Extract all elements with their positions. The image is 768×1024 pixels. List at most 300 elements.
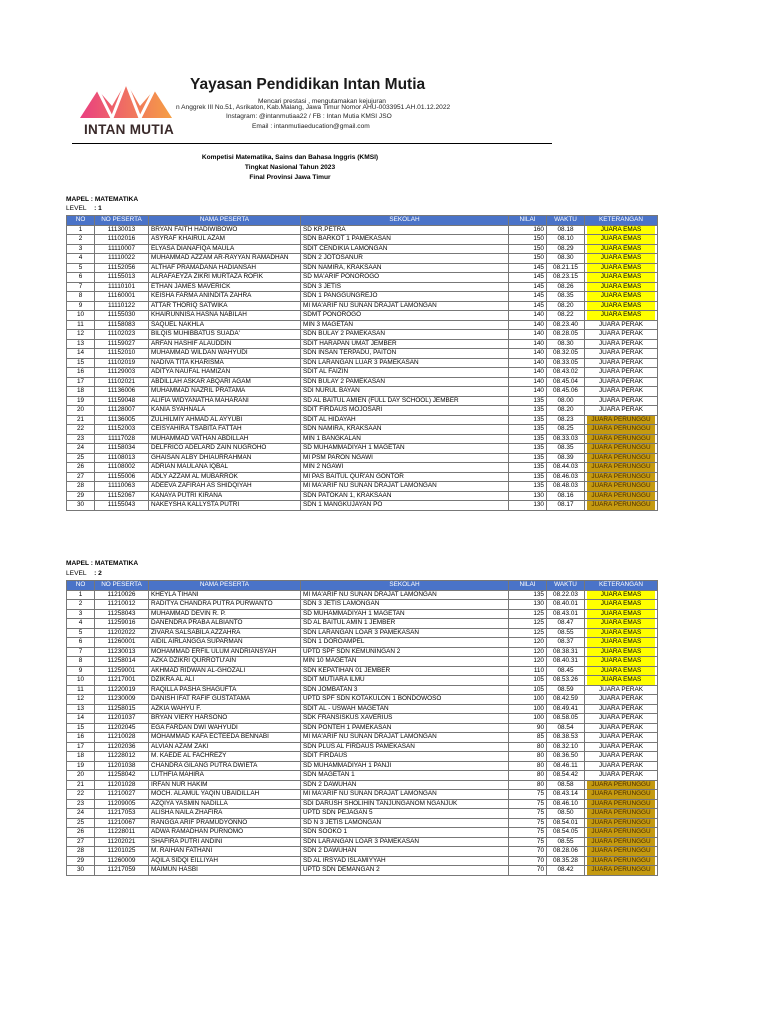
cell-waktu: 08.36.50 (547, 752, 585, 762)
cell-nilai: 150 (509, 244, 547, 254)
award-badge: JUARA EMAS (587, 638, 655, 647)
cell-nilai: 140 (509, 349, 547, 359)
cell-keterangan (585, 282, 658, 292)
cell-nama-peserta: MUHAMMAD VATHAN ABDILLAH (149, 434, 301, 444)
table-row (67, 434, 658, 444)
cell-nilai: 135 (509, 406, 547, 416)
cell-sekolah: SDN LARANGAN LOAR 3 PAMEKASAN (301, 628, 509, 638)
org-social: Instagram: @intanmutiaa22 / FB : Intan Mutia KMSI JSO (226, 113, 392, 120)
cell-no: 16 (67, 733, 95, 743)
cell-nama-peserta: ADITYA NAUFAL HAMIZAN (149, 368, 301, 378)
organization-name: Yayasan Pendidikan Intan Mutia (190, 76, 426, 93)
cell-no: 2 (67, 600, 95, 610)
cell-no: 20 (67, 406, 95, 416)
cell-sekolah: SDN LARANGAN LOAR 3 PAMEKASAN (301, 837, 509, 847)
cell-waktu: 08.47 (547, 619, 585, 629)
cell-no: 17 (67, 377, 95, 387)
cell-nilai: 145 (509, 273, 547, 283)
cell-nilai: 70 (509, 866, 547, 876)
cell-waktu: 08.35 (547, 292, 585, 302)
cell-keterangan (585, 301, 658, 311)
cell-sekolah: SDN 2 JOTOSANUR (301, 254, 509, 264)
cell-nama-peserta: MOHAMMAD ERFIL ULUM ANDRIANSYAH (149, 647, 301, 657)
cell-no-peserta: 11210026 (95, 590, 149, 600)
cell-waktu: 08.20 (547, 406, 585, 416)
cell-no-peserta: 11202021 (95, 837, 149, 847)
cell-no: 21 (67, 780, 95, 790)
cell-nama-peserta: ADRIAN MAULANA IQBAL (149, 463, 301, 473)
cell-nilai: 140 (509, 358, 547, 368)
table-row (67, 349, 658, 359)
cell-nama-peserta: NAKEYSHA KALLYSTA PUTRI (149, 501, 301, 511)
cell-no-peserta: 11202045 (95, 723, 149, 733)
cell-keterangan (585, 790, 658, 800)
cell-nilai: 80 (509, 780, 547, 790)
cell-no: 14 (67, 349, 95, 359)
cell-no-peserta: 11128007 (95, 406, 149, 416)
table-row (67, 828, 658, 838)
cell-nama-peserta: LUTHFIA MAHIRA (149, 771, 301, 781)
cell-keterangan (585, 638, 658, 648)
cell-no-peserta: 11159048 (95, 396, 149, 406)
cell-no-peserta: 11117028 (95, 434, 149, 444)
cell-waktu: 08.55 (547, 837, 585, 847)
cell-no-peserta: 11260001 (95, 638, 149, 648)
cell-nilai: 120 (509, 657, 547, 667)
cell-no: 19 (67, 761, 95, 771)
cell-sekolah: MI PSM PARON NGAWI (301, 453, 509, 463)
award-badge: JUARA PERUNGGU (587, 838, 655, 847)
level-value: : 2 (94, 570, 102, 577)
cell-sekolah: MI MA'ARIF NU SUNAN DRAJAT LAMONGAN (301, 590, 509, 600)
cell-nama-peserta: DANENDRA PRABA ALBIANTO (149, 619, 301, 629)
cell-nama-peserta: M. RAIHAN FATHANI (149, 847, 301, 857)
cell-nama-peserta: RADITYA CHANDRA PUTRA PURWANTO (149, 600, 301, 610)
logo-wordmark: INTAN MUTIA (83, 122, 175, 137)
cell-sekolah: SD AL IRSYAD ISLAMIYYAH (301, 856, 509, 866)
table-row (67, 472, 658, 482)
cell-keterangan (585, 609, 658, 619)
cell-nama-peserta: MUHAMMAD AZZAM AR-RAYYAN RAMADHAN (149, 254, 301, 264)
cell-keterangan (585, 761, 658, 771)
cell-no: 11 (67, 685, 95, 695)
cell-keterangan (585, 685, 658, 695)
award-badge: JUARA PERAK (598, 723, 644, 731)
cell-waktu: 08.25 (547, 425, 585, 435)
award-badge: JUARA PERAK (598, 330, 644, 337)
cell-sekolah: SDN INSAN TERPADU, PAITON (301, 349, 509, 359)
award-badge: JUARA EMAS (587, 235, 655, 244)
table-row (67, 282, 658, 292)
award-badge: JUARA PERAK (598, 742, 644, 750)
cell-nilai: 80 (509, 771, 547, 781)
cell-waktu: 08.00 (547, 396, 585, 406)
cell-sekolah: SDIT FIRDAUS MOJOSARI (301, 406, 509, 416)
cell-no: 27 (67, 472, 95, 482)
table-row (67, 733, 658, 743)
cell-no: 13 (67, 704, 95, 714)
cell-no-peserta: 11217001 (95, 676, 149, 686)
cell-no: 10 (67, 311, 95, 321)
cell-waktu: 08.45.06 (547, 387, 585, 397)
cell-no: 28 (67, 482, 95, 492)
table-row (67, 501, 658, 511)
cell-sekolah: SDI DARUSH SHOLIHIN TANJUNGANOM NGANJUK (301, 799, 509, 809)
table-row (67, 358, 658, 368)
cell-no-peserta: 11155043 (95, 501, 149, 511)
cell-sekolah: SDN PLUS AL FIRDAUS PAMEKASAN (301, 742, 509, 752)
competition-level: Tingkat Nasional Tahun 2023 (244, 164, 336, 171)
cell-nilai: 75 (509, 828, 547, 838)
cell-no-peserta: 11110101 (95, 282, 149, 292)
award-badge: JUARA PERUNGGU (587, 857, 655, 866)
cell-nilai: 130 (509, 501, 547, 511)
cell-no-peserta: 11217053 (95, 809, 149, 819)
cell-nama-peserta: ALTHAF PRAMADANA HADIANSAH (149, 263, 301, 273)
award-badge: JUARA PERUNGGU (587, 482, 655, 491)
cell-nilai: 125 (509, 628, 547, 638)
award-badge: JUARA EMAS (587, 283, 655, 292)
cell-keterangan (585, 733, 658, 743)
cell-keterangan (585, 311, 658, 321)
cell-no: 6 (67, 273, 95, 283)
column-header-no: NO (67, 581, 95, 591)
cell-waktu: 08.55 (547, 628, 585, 638)
cell-waktu: 08.38.31 (547, 647, 585, 657)
cell-nama-peserta: MAIMUN HASBI (149, 866, 301, 876)
cell-nama-peserta: DZIKRA AL ALI (149, 676, 301, 686)
cell-waktu: 08.10 (547, 235, 585, 245)
cell-no-peserta: 11110122 (95, 301, 149, 311)
cell-waktu: 08.30 (547, 254, 585, 264)
cell-sekolah: SDN 1 DOROAMPEL (301, 638, 509, 648)
cell-sekolah: SDN BULAY 2 PAMEKASAN (301, 330, 509, 340)
cell-no: 25 (67, 453, 95, 463)
cell-sekolah: MIN 10 MAGETAN (301, 657, 509, 667)
award-badge: JUARA PERUNGGU (587, 828, 655, 837)
column-header-no-peserta: NO PESERTA (95, 216, 149, 226)
award-badge: JUARA EMAS (587, 667, 655, 676)
cell-nilai: 75 (509, 809, 547, 819)
table-row (67, 330, 658, 340)
cell-no: 24 (67, 809, 95, 819)
cell-no-peserta: 11152003 (95, 425, 149, 435)
cell-nilai: 120 (509, 638, 547, 648)
cell-no: 19 (67, 396, 95, 406)
cell-waktu: 08.22.03 (547, 590, 585, 600)
column-header-no: NO (67, 216, 95, 226)
cell-no-peserta: 11110022 (95, 254, 149, 264)
table-row (67, 856, 658, 866)
cell-keterangan (585, 676, 658, 686)
cell-no: 29 (67, 491, 95, 501)
cell-waktu: 08.32.05 (547, 349, 585, 359)
award-badge: JUARA PERAK (598, 377, 644, 385)
cell-sekolah: SD KR.PETRA (301, 225, 509, 235)
cell-sekolah: SD AL BAITUL AMIN 1 JEMBER (301, 619, 509, 629)
cell-no: 15 (67, 723, 95, 733)
cell-nilai: 100 (509, 704, 547, 714)
table-row (67, 387, 658, 397)
award-badge: JUARA PERAK (598, 406, 644, 413)
cell-no-peserta: 11220019 (95, 685, 149, 695)
cell-waktu: 08.33.05 (547, 358, 585, 368)
cell-nama-peserta: MUHAMMAD WILDAN WAHYUDI (149, 349, 301, 359)
table-row (67, 590, 658, 600)
cell-nama-peserta: ELYASA DIANAFIQA MAULA (149, 244, 301, 254)
cell-nilai: 150 (509, 235, 547, 245)
award-badge: JUARA EMAS (587, 292, 655, 301)
cell-sekolah: UPTD SPF SDN KOTAKULON 1 BONDOWOSO (301, 695, 509, 705)
award-badge: JUARA EMAS (587, 264, 655, 273)
table-row (67, 396, 658, 406)
cell-nama-peserta: NADIVA TITA KHARISMA (149, 358, 301, 368)
cell-keterangan (585, 472, 658, 482)
cell-no-peserta: 11259001 (95, 666, 149, 676)
table-row (67, 771, 658, 781)
cell-nilai: 150 (509, 254, 547, 264)
cell-no-peserta: 11201038 (95, 761, 149, 771)
cell-keterangan (585, 752, 658, 762)
cell-no: 8 (67, 292, 95, 302)
cell-nilai: 140 (509, 339, 547, 349)
cell-keterangan (585, 723, 658, 733)
cell-nilai: 145 (509, 292, 547, 302)
cell-nama-peserta: M. KAEDE AL FACHREZY (149, 752, 301, 762)
table-row (67, 425, 658, 435)
award-badge: JUARA PERUNGGU (587, 473, 655, 482)
table-row (67, 638, 658, 648)
cell-keterangan (585, 292, 658, 302)
cell-nilai: 160 (509, 225, 547, 235)
cell-no: 8 (67, 657, 95, 667)
cell-no: 11 (67, 320, 95, 330)
table-row (67, 368, 658, 378)
cell-nama-peserta: DELFRICO ADELARD ZAIN NUGROHO (149, 444, 301, 454)
cell-keterangan (585, 491, 658, 501)
cell-no-peserta: 11228011 (95, 828, 149, 838)
cell-no: 4 (67, 619, 95, 629)
award-badge: JUARA EMAS (587, 648, 655, 657)
cell-no-peserta: 11258042 (95, 771, 149, 781)
table-row (67, 609, 658, 619)
cell-waktu: 08.46.03 (547, 472, 585, 482)
cell-keterangan (585, 273, 658, 283)
table-row (67, 837, 658, 847)
cell-keterangan (585, 453, 658, 463)
level-value: : 1 (94, 205, 102, 212)
cell-sekolah: SDN 1 MANGKUJAYAN PO (301, 501, 509, 511)
table-header-row (67, 216, 658, 226)
table-row (67, 752, 658, 762)
cell-nama-peserta: ADLY AZZAM AL MUBARROK (149, 472, 301, 482)
cell-no: 23 (67, 799, 95, 809)
cell-no-peserta: 11201028 (95, 780, 149, 790)
cell-nilai: 80 (509, 752, 547, 762)
cell-no-peserta: 11108013 (95, 453, 149, 463)
cell-nilai: 140 (509, 311, 547, 321)
cell-nama-peserta: KHAIRUNNISA HASNA NABILAH (149, 311, 301, 321)
table-row (67, 482, 658, 492)
cell-sekolah: SDN SOOKO 1 (301, 828, 509, 838)
cell-sekolah: SDIT HARAPAN UMAT JEMBER (301, 339, 509, 349)
cell-no-peserta: 11136005 (95, 415, 149, 425)
table-row (67, 292, 658, 302)
competition-stage: Final Provinsi Jawa Timur (249, 174, 331, 181)
award-badge: JUARA PERAK (598, 714, 644, 721)
table-row (67, 415, 658, 425)
cell-waktu: 08.50 (547, 809, 585, 819)
cell-nilai: 90 (509, 723, 547, 733)
cell-sekolah: SDN 1 PANGGUNGREJO (301, 292, 509, 302)
cell-nama-peserta: ALVIAN AZAM ZAKI (149, 742, 301, 752)
cell-no: 18 (67, 387, 95, 397)
cell-no-peserta: 11258015 (95, 704, 149, 714)
award-badge: JUARA EMAS (587, 629, 655, 638)
table-row (67, 453, 658, 463)
cell-no-peserta: 11201037 (95, 714, 149, 724)
cell-waktu: 08.23.40 (547, 320, 585, 330)
cell-keterangan (585, 339, 658, 349)
cell-waktu: 08.42.59 (547, 695, 585, 705)
cell-no: 14 (67, 714, 95, 724)
cell-no: 16 (67, 368, 95, 378)
cell-keterangan (585, 368, 658, 378)
table-row (67, 320, 658, 330)
cell-keterangan (585, 866, 658, 876)
cell-waktu: 08.40.01 (547, 600, 585, 610)
award-badge: JUARA PERAK (598, 358, 644, 366)
table-header-row (67, 581, 658, 591)
cell-no-peserta: 11152010 (95, 349, 149, 359)
cell-nama-peserta: RAQILLA PASHA SHAGUFTA (149, 685, 301, 695)
cell-sekolah: SDIT MUTIARA ILMU (301, 676, 509, 686)
cell-no-peserta: 11209005 (95, 799, 149, 809)
cell-keterangan (585, 628, 658, 638)
column-header-nama-peserta: NAMA PESERTA (149, 216, 301, 226)
cell-sekolah: SD MUHAMMADIYAH 1 MAGETAN (301, 609, 509, 619)
award-badge: JUARA PERAK (598, 733, 644, 740)
award-badge: JUARA EMAS (587, 600, 655, 609)
cell-nilai: 135 (509, 590, 547, 600)
cell-no: 1 (67, 225, 95, 235)
cell-sekolah: SDN NAMIRA, KRAKSAAN (301, 263, 509, 273)
cell-nama-peserta: ALIFIA WIDYANATHA MAHARANI (149, 396, 301, 406)
award-badge: JUARA PERUNGGU (587, 809, 655, 818)
cell-waktu: 08.54.01 (547, 818, 585, 828)
org-tagline: Mencari prestasi , mengutamakan kejujuran (258, 98, 386, 105)
table-row (67, 377, 658, 387)
award-badge: JUARA PERAK (598, 685, 644, 693)
cell-no: 22 (67, 425, 95, 435)
award-badge: JUARA PERUNGGU (587, 781, 655, 790)
award-badge: JUARA PERAK (598, 320, 644, 328)
cell-waktu: 08.28.05 (547, 330, 585, 340)
cell-nama-peserta: AIDIL AIRLANGGA SUPARMAN (149, 638, 301, 648)
cell-sekolah: SD MUHAMMADIYAH 1 MAGETAN (301, 444, 509, 454)
table-row (67, 714, 658, 724)
cell-no-peserta: 11210027 (95, 790, 149, 800)
cell-no: 26 (67, 828, 95, 838)
section-2-mapel: MAPEL : MATEMATIKA (66, 560, 139, 567)
cell-keterangan (585, 396, 658, 406)
cell-keterangan (585, 377, 658, 387)
award-badge: JUARA PERUNGGU (587, 800, 655, 809)
cell-no-peserta: 11201025 (95, 847, 149, 857)
cell-nama-peserta: GHAISAN ALBY DHIAURRAHMAN (149, 453, 301, 463)
cell-keterangan (585, 771, 658, 781)
cell-no-peserta: 11102016 (95, 235, 149, 245)
award-badge: JUARA PERAK (598, 771, 644, 778)
cell-keterangan (585, 590, 658, 600)
cell-keterangan (585, 444, 658, 454)
table-row (67, 301, 658, 311)
cell-nilai: 135 (509, 472, 547, 482)
table-row (67, 847, 658, 857)
cell-sekolah: SDIT AL FAIZIN (301, 368, 509, 378)
cell-no: 23 (67, 434, 95, 444)
table-row (67, 244, 658, 254)
cell-nilai: 70 (509, 856, 547, 866)
cell-nama-peserta: BRYAN VIERY HARSONO (149, 714, 301, 724)
column-header-sekolah: SEKOLAH (301, 216, 509, 226)
cell-no: 22 (67, 790, 95, 800)
cell-keterangan (585, 666, 658, 676)
cell-sekolah: SDN 2 DAWUHAN (301, 847, 509, 857)
cell-no: 26 (67, 463, 95, 473)
cell-no-peserta: 11202036 (95, 742, 149, 752)
column-header-nilai: NILAI (509, 581, 547, 591)
cell-no-peserta: 11102023 (95, 330, 149, 340)
cell-nama-peserta: KEISHA FARMA ANINDITA ZAHRA (149, 292, 301, 302)
cell-nama-peserta: ASYRAF KHAIRUL AZAM (149, 235, 301, 245)
cell-sekolah: SDN NAMIRA, KRAKSAAN (301, 425, 509, 435)
table-row (67, 619, 658, 629)
cell-nama-peserta: ARFAN HASHIF ALAUDDIN (149, 339, 301, 349)
cell-nama-peserta: AZKA DZIKRI QURROTU'AIN (149, 657, 301, 667)
cell-no: 27 (67, 837, 95, 847)
cell-sekolah: SDN KEPATIHAN 01 JEMBER (301, 666, 509, 676)
cell-no: 2 (67, 235, 95, 245)
cell-nama-peserta: ALRAFAEYZA ZIKRI MURTAZA ROFIK (149, 273, 301, 283)
cell-sekolah: MIN 1 BANGKALAN (301, 434, 509, 444)
cell-no-peserta: 11228012 (95, 752, 149, 762)
award-badge: JUARA EMAS (587, 245, 655, 254)
cell-sekolah: MI MA'ARIF NU SUNAN DRAJAT LAMONGAN (301, 790, 509, 800)
cell-keterangan (585, 856, 658, 866)
cell-no-peserta: 11217059 (95, 866, 149, 876)
cell-keterangan (585, 809, 658, 819)
cell-no-peserta: 11108002 (95, 463, 149, 473)
cell-keterangan (585, 714, 658, 724)
cell-nilai: 135 (509, 396, 547, 406)
cell-no: 1 (67, 590, 95, 600)
cell-keterangan (585, 695, 658, 705)
award-badge: JUARA EMAS (587, 311, 655, 320)
table-row (67, 406, 658, 416)
cell-keterangan (585, 847, 658, 857)
letterhead-divider (72, 143, 552, 144)
column-header-waktu: WAKTU (547, 216, 585, 226)
cell-waktu: 08.58.05 (547, 714, 585, 724)
cell-nama-peserta: SAQUEL NAKHLA (149, 320, 301, 330)
cell-sekolah: MI PAS BAITUL QUR'AN GONTOR (301, 472, 509, 482)
cell-waktu: 08.17 (547, 501, 585, 511)
cell-nilai: 100 (509, 714, 547, 724)
cell-no-peserta: 11102021 (95, 377, 149, 387)
cell-no: 28 (67, 847, 95, 857)
cell-sekolah: UPTD SDN PEJAGAN 5 (301, 809, 509, 819)
